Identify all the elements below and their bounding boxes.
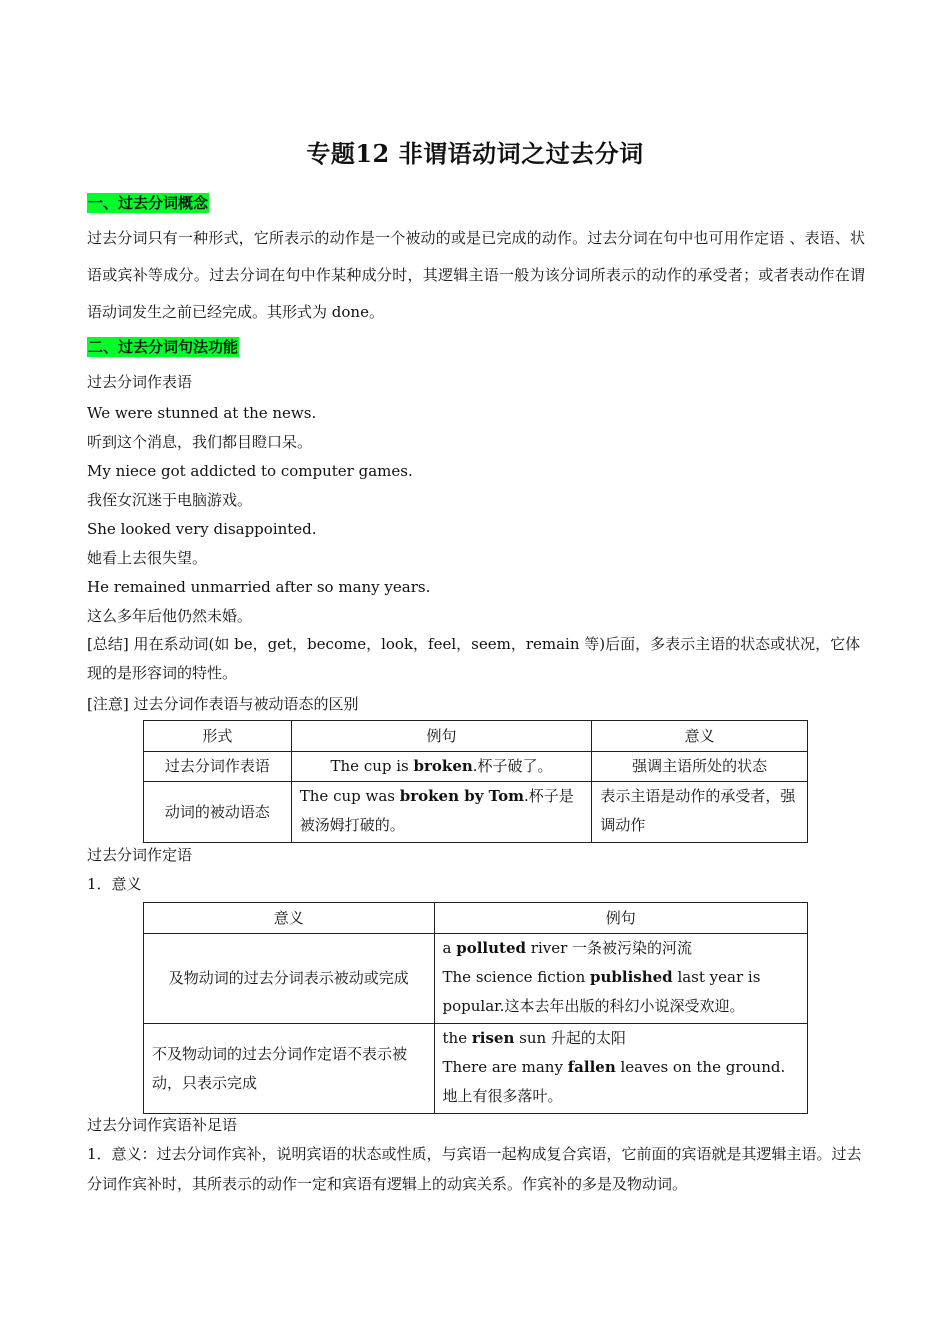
table-cell-example: a polluted river 一条被污染的河流 The science fiction published last year is popular.这本去年出版的科幻小说深受欢迎。 [434,934,807,1024]
concept-paragraph: 过去分词只有一种形式，它所表示的动作是一个被动的或是已完成的动作。过去分词在句中也可用作定语 、表语、状语或宾补等成分。过去分词在句中作某种成分时，其逻辑主语一般为该分词所表示的动作的承受者；或者表动作在谓语动词发生之前已经完成。其形式为 done。 [87,229,865,321]
table-row [144,752,808,782]
subheading-predicative: 过去分词作表语 [87,373,193,391]
example-line: 她看上去很失望。 [87,549,208,567]
example-line: He remained unmarried after so many years. [87,578,431,596]
example-line: My niece got addicted to computer games. [87,462,413,480]
table-header-cell: 例句 [434,903,807,934]
example-line: 这么多年后他仍然未婚。 [87,607,253,625]
subheading-attributive: 过去分词作定语 [87,846,193,864]
page-title: 专题12 非谓语动词之过去分词 [306,139,644,168]
table-cell-form: 动词的被动语态 [144,782,292,843]
table-cell-meaning: 表示主语是动作的承受者，强调动作 [592,782,808,843]
table-row [144,934,808,1024]
table-cell-form: 过去分词作表语 [144,752,292,782]
table-header-cell: 形式 [144,721,292,752]
table-cell-meaning: 强调主语所处的状态 [592,752,808,782]
section-heading-concept: 一、过去分词概念 [88,194,209,212]
table-header-cell: 意义 [144,903,435,934]
table-cell-example: The cup is broken.杯子破了。 [291,752,592,782]
attention-note: [注意] 过去分词作表语与被动语态的区别 [87,695,359,713]
table-cell-example: the risen sun 升起的太阳 There are many fallen leaves on the ground.地上有很多落叶。 [434,1024,807,1114]
example-line: She looked very disappointed. [87,520,317,538]
table-row [144,1024,808,1114]
attributive-table [143,902,808,1114]
comparison-table [143,720,808,843]
table-cell-example: The cup was broken by Tom.杯子是被汤姆打破的。 [291,782,592,843]
example-line: 听到这个消息，我们都目瞪口呆。 [87,433,313,451]
table-cell-meaning: 不及物动词的过去分词作定语不表示被动，只表示完成 [144,1024,435,1114]
table-header-row [144,903,808,934]
example-line: 我侄女沉迷于电脑游戏。 [87,491,253,509]
table-cell-meaning: 及物动词的过去分词表示被动或完成 [144,934,435,1024]
table-header-cell: 意义 [592,721,808,752]
example-line: We were stunned at the news. [87,404,317,422]
object-complement-paragraph: 1．意义：过去分词作宾补，说明宾语的状态或性质，与宾语一起构成复合宾语，它前面的宾语就是其逻辑主语。过去分词作宾补时，其所表示的动作一定和宾语有逻辑上的动宾关系。作宾补的多是及物动词。 [87,1145,862,1193]
table-row [144,782,808,843]
table-header-row [144,721,808,752]
subheading-object-complement: 过去分词作宾语补足语 [87,1116,238,1134]
section-heading-function: 二、过去分词句法功能 [88,338,239,356]
summary-note: [总结] 用在系动词(如 be，get，become，look，feel，seem，remain 等)后面，多表示主语的状态或状况，它体现的是形容词的特性。 [87,635,861,682]
table-header-cell: 例句 [291,721,592,752]
list-item-meaning: 1．意义 [87,875,142,893]
